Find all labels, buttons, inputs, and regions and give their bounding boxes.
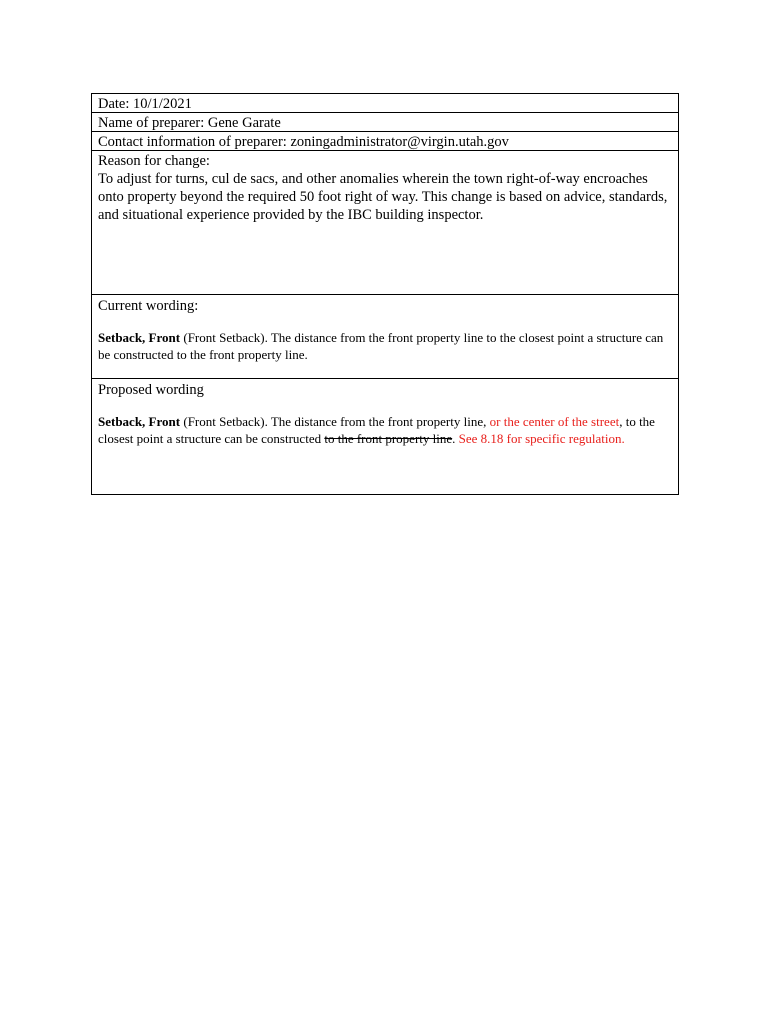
proposed-wording-label: Proposed wording <box>98 382 204 398</box>
proposed-text-part-1: (Front Setback). The distance from the front property line, <box>180 414 490 429</box>
contact-text: Contact information of preparer: zoningadministrator@virgin.utah.gov <box>98 134 509 150</box>
change-request-table <box>91 93 679 495</box>
current-wording-label: Current wording: <box>98 298 199 314</box>
current-wording-row <box>92 295 678 379</box>
preparer-row <box>92 113 678 132</box>
preparer-name-text: Name of preparer: Gene Garate <box>98 115 281 131</box>
proposed-wording-row <box>92 379 678 494</box>
proposed-insertion-see-regulation: See 8.18 for specific regulation. <box>458 430 625 446</box>
proposed-insertion-center-of-street: or the center of the street <box>489 414 620 429</box>
proposed-deleted-text: to the front property line <box>324 430 453 446</box>
proposed-term: Setback, Front <box>98 414 181 429</box>
current-definition: (Front Setback). The distance from the front property line to the closest point a structure can be constructed to the front property line. <box>98 330 664 362</box>
reason-text: To adjust for turns, cul de sacs, and other anomalies wherein the town right-of-way encroaches onto property beyond the required 50 foot right of way. This change is based on advice, standards, and situational experience provided by the IBC building inspector. <box>98 171 668 223</box>
proposed-wording-paragraph <box>98 414 672 447</box>
date-text: Date: 10/1/2021 <box>98 96 192 112</box>
proposed-text-part-3: . <box>452 430 459 446</box>
reason-row <box>92 151 678 295</box>
date-row <box>92 94 678 113</box>
current-term: Setback, Front <box>98 330 181 345</box>
proposed-text-part-2: , to the closest point a structure can be constructed <box>98 414 655 446</box>
current-wording-paragraph <box>98 330 672 363</box>
reason-label: Reason for change: <box>98 153 210 169</box>
contact-row <box>92 132 678 151</box>
